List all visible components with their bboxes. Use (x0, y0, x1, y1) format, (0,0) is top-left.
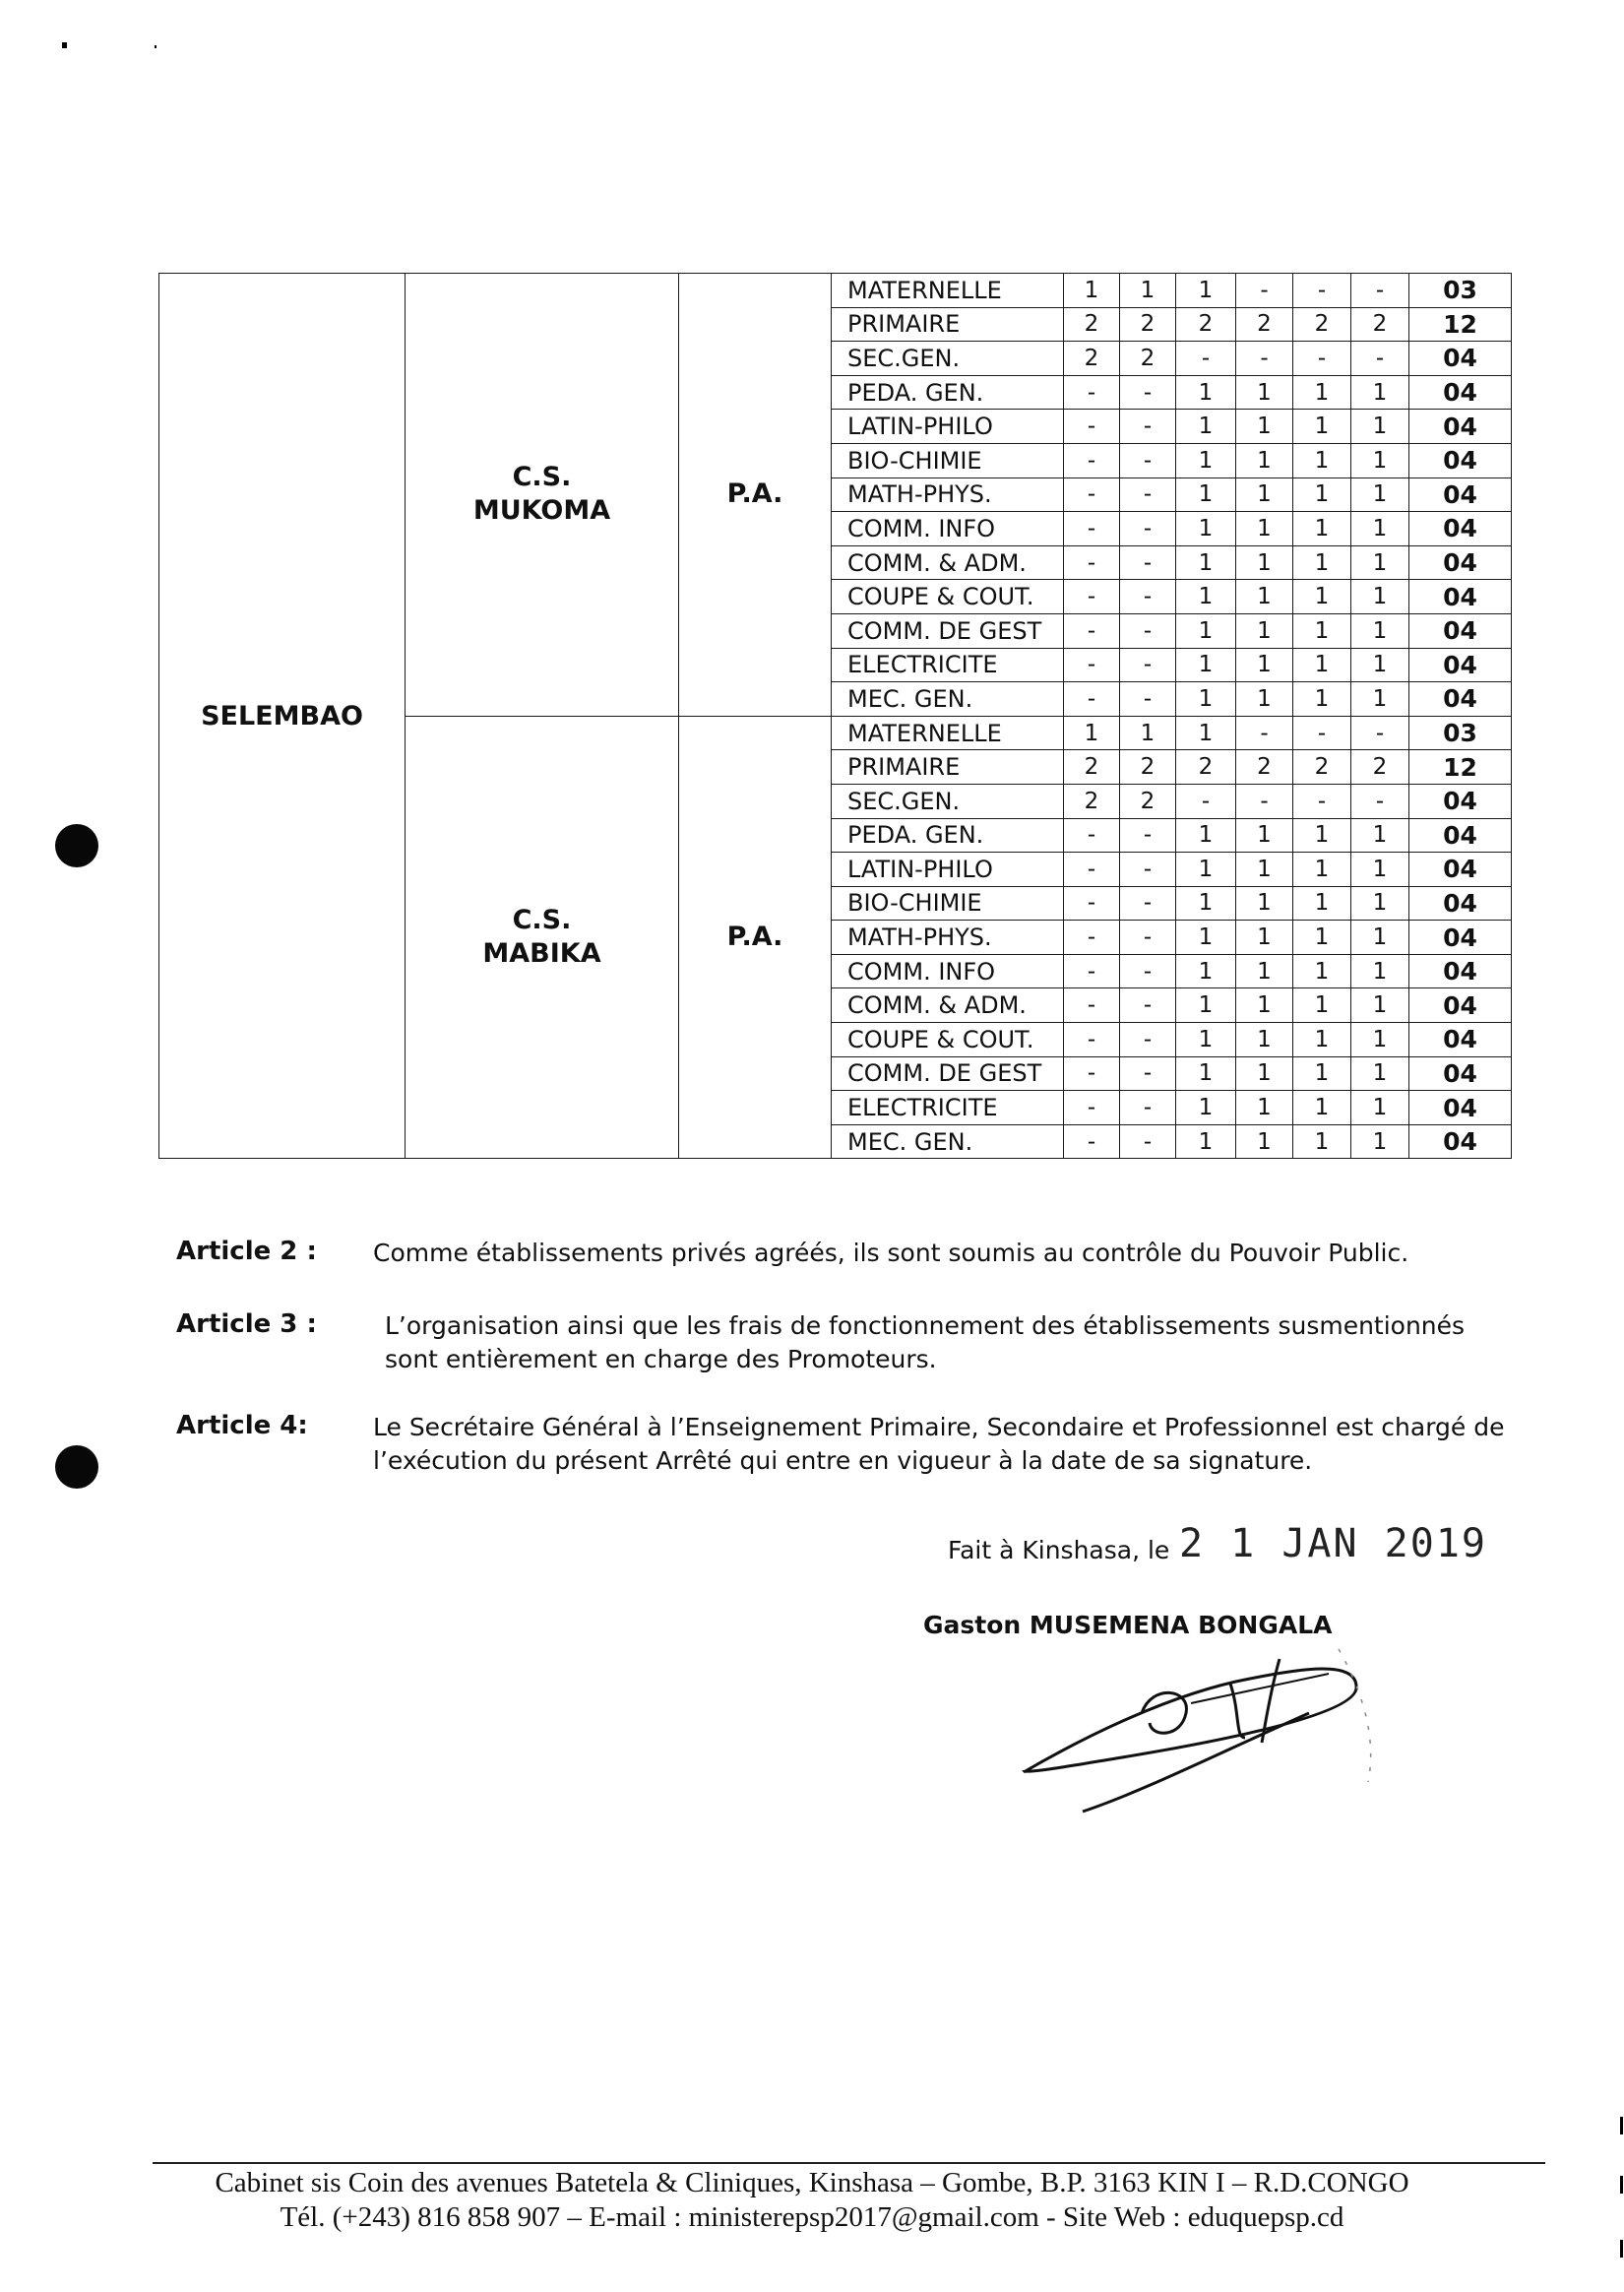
class-count-cell: 1 (1236, 443, 1293, 478)
total-cell: 04 (1409, 443, 1512, 478)
class-count-cell: 1 (1351, 921, 1409, 955)
stamp-date: 2 1 JAN 2019 (1179, 1521, 1487, 1566)
signatory-name: Gaston MUSEMENA BONGALA (923, 1611, 1333, 1639)
section-cell: BIO-CHIMIE (832, 443, 1064, 478)
total-cell: 04 (1409, 784, 1512, 818)
class-count-cell: - (1120, 1091, 1176, 1125)
scan-edge-mark (1620, 2240, 1623, 2258)
regime-cell (679, 274, 832, 717)
class-count-cell: 1 (1176, 512, 1236, 546)
class-count-cell: 1 (1351, 1091, 1409, 1125)
class-count-cell: - (1120, 921, 1176, 955)
class-count-cell: 2 (1120, 342, 1176, 376)
total-cell: 04 (1409, 478, 1512, 512)
class-count-cell: 1 (1236, 512, 1293, 546)
class-count-cell: 1 (1176, 613, 1236, 648)
class-count-cell: 1 (1293, 648, 1351, 682)
punch-hole (55, 1445, 98, 1489)
total-cell: 04 (1409, 1023, 1512, 1057)
class-count-cell: 1 (1176, 545, 1236, 580)
class-count-cell: 1 (1176, 682, 1236, 717)
class-count-cell: 1 (1176, 1124, 1236, 1159)
class-count-cell: 1 (1351, 853, 1409, 887)
class-count-cell: - (1064, 988, 1120, 1023)
commune-cell: SELEMBAO (159, 274, 406, 1159)
section-cell: MATH-PHYS. (832, 921, 1064, 955)
class-count-cell: - (1064, 1023, 1120, 1057)
total-cell: 04 (1409, 545, 1512, 580)
total-cell: 04 (1409, 648, 1512, 682)
class-count-cell: 2 (1293, 307, 1351, 342)
class-count-cell: 1 (1236, 921, 1293, 955)
class-count-cell: 1 (1064, 716, 1120, 750)
class-count-cell: 1 (1351, 375, 1409, 410)
article-label: Article 4: (176, 1411, 308, 1440)
table-body (159, 274, 1512, 1159)
class-count-cell: - (1176, 342, 1236, 376)
class-count-cell: 1 (1176, 818, 1236, 853)
class-count-cell: 1 (1236, 954, 1293, 988)
section-cell: COMM. & ADM. (832, 988, 1064, 1023)
article-text: Le Secrétaire Général à l’Enseignement Primaire, Secondaire et Professionnel est chargé de l’exécution du présent Arrêté qui entre en vigueur à la date de sa signature. (373, 1413, 1505, 1475)
class-count-cell: 1 (1236, 1124, 1293, 1159)
class-count-cell: - (1120, 1056, 1176, 1091)
class-count-cell: - (1120, 1124, 1176, 1159)
section-cell: BIO-CHIMIE (832, 886, 1064, 921)
school-name-line: C.S. (512, 905, 572, 936)
section-cell: SEC.GEN. (832, 784, 1064, 818)
class-count-cell: - (1064, 580, 1120, 614)
class-count-cell: 1 (1176, 443, 1236, 478)
class-count-cell: - (1064, 545, 1120, 580)
class-count-cell: - (1064, 410, 1120, 444)
class-count-cell: 1 (1293, 818, 1351, 853)
class-count-cell: - (1064, 1091, 1120, 1125)
section-cell: SEC.GEN. (832, 342, 1064, 376)
class-count-cell: - (1120, 886, 1176, 921)
class-count-cell: - (1064, 818, 1120, 853)
class-count-cell: 1 (1293, 580, 1351, 614)
class-count-cell: 1 (1351, 410, 1409, 444)
total-cell: 12 (1409, 750, 1512, 785)
section-cell: PEDA. GEN. (832, 375, 1064, 410)
class-count-cell: 1 (1293, 954, 1351, 988)
total-cell: 04 (1409, 682, 1512, 717)
total-cell: 04 (1409, 886, 1512, 921)
class-count-cell: - (1293, 784, 1351, 818)
class-count-cell: 1 (1351, 443, 1409, 478)
section-cell: PRIMAIRE (832, 307, 1064, 342)
class-count-cell: 1 (1351, 648, 1409, 682)
class-count-cell: 1 (1236, 545, 1293, 580)
class-count-cell: - (1236, 274, 1293, 308)
class-count-cell: - (1064, 853, 1120, 887)
class-count-cell: - (1120, 512, 1176, 546)
class-count-cell: 1 (1236, 818, 1293, 853)
class-count-cell: 1 (1176, 886, 1236, 921)
class-count-cell: - (1351, 716, 1409, 750)
class-count-cell: - (1120, 478, 1176, 512)
article-text: Comme établissements privés agréés, ils sont soumis au contrôle du Pouvoir Public. (373, 1239, 1409, 1267)
class-count-cell: 1 (1293, 1091, 1351, 1125)
class-count-cell: - (1120, 648, 1176, 682)
school-name-line: C.S. (512, 462, 572, 493)
class-count-cell: - (1176, 784, 1236, 818)
class-count-cell: 1 (1293, 375, 1351, 410)
school-classes-table (158, 273, 1512, 1159)
total-cell: 04 (1409, 613, 1512, 648)
school-name-line: MUKOMA (472, 495, 611, 527)
class-count-cell: 1 (1176, 410, 1236, 444)
article-label: Article 3 : (176, 1309, 317, 1339)
class-count-cell: 1 (1293, 1124, 1351, 1159)
scan-edge-mark (1620, 2117, 1623, 2134)
class-count-cell: - (1064, 478, 1120, 512)
class-count-cell: - (1120, 410, 1176, 444)
class-count-cell: - (1120, 988, 1176, 1023)
class-count-cell: 1 (1236, 410, 1293, 444)
class-count-cell: - (1064, 954, 1120, 988)
section-cell: COMM. DE GEST (832, 613, 1064, 648)
class-count-cell: 1 (1176, 274, 1236, 308)
class-count-cell: 1 (1176, 1091, 1236, 1125)
class-count-cell: 1 (1236, 375, 1293, 410)
total-cell: 12 (1409, 307, 1512, 342)
class-count-cell: 1 (1293, 613, 1351, 648)
class-count-cell: - (1351, 342, 1409, 376)
section-cell: MATH-PHYS. (832, 478, 1064, 512)
class-count-cell: 1 (1351, 580, 1409, 614)
class-count-cell: - (1120, 818, 1176, 853)
class-count-cell: 2 (1064, 750, 1120, 785)
class-count-cell: - (1120, 545, 1176, 580)
class-count-cell: 1 (1176, 1056, 1236, 1091)
class-count-cell: - (1236, 342, 1293, 376)
class-count-cell: 2 (1351, 750, 1409, 785)
class-count-cell: 1 (1176, 853, 1236, 887)
section-cell: ELECTRICITE (832, 648, 1064, 682)
class-count-cell: 1 (1351, 613, 1409, 648)
total-cell: 04 (1409, 1056, 1512, 1091)
class-count-cell: 1 (1176, 648, 1236, 682)
class-count-cell: 2 (1120, 307, 1176, 342)
section-cell: MATERNELLE (832, 274, 1064, 308)
class-count-cell: 2 (1120, 784, 1176, 818)
class-count-cell: - (1351, 274, 1409, 308)
school-name-cell (406, 274, 679, 717)
footer-address: Cabinet sis Coin des avenues Batetela & Cliniques, Kinshasa – Gombe, B.P. 3163 KIN I – R.D.CONGO (215, 2167, 1409, 2198)
class-count-cell: 1 (1236, 648, 1293, 682)
class-count-cell: 1 (1293, 886, 1351, 921)
footer-rule (153, 2162, 1545, 2164)
class-count-cell: - (1064, 921, 1120, 955)
class-count-cell: 1 (1293, 478, 1351, 512)
class-count-cell: 2 (1120, 750, 1176, 785)
class-count-cell: 1 (1236, 886, 1293, 921)
section-cell: COUPE & COUT. (832, 580, 1064, 614)
class-count-cell: - (1293, 716, 1351, 750)
section-cell: LATIN-PHILO (832, 853, 1064, 887)
class-count-cell: 2 (1064, 784, 1120, 818)
class-count-cell: 1 (1236, 1023, 1293, 1057)
class-count-cell: 1 (1176, 1023, 1236, 1057)
total-cell: 04 (1409, 1091, 1512, 1125)
class-count-cell: 1 (1293, 682, 1351, 717)
section-cell: MEC. GEN. (832, 682, 1064, 717)
section-cell: COMM. INFO (832, 954, 1064, 988)
section-cell: PEDA. GEN. (832, 818, 1064, 853)
total-cell: 04 (1409, 375, 1512, 410)
class-count-cell: 1 (1293, 988, 1351, 1023)
class-count-cell: - (1064, 613, 1120, 648)
total-cell: 04 (1409, 512, 1512, 546)
class-count-cell: 2 (1176, 307, 1236, 342)
class-count-cell: 1 (1351, 886, 1409, 921)
class-count-cell: 1 (1176, 988, 1236, 1023)
class-count-cell: - (1120, 682, 1176, 717)
section-cell: COMM. DE GEST (832, 1056, 1064, 1091)
scan-speck (155, 45, 156, 48)
regime-label: P.A. (726, 922, 783, 953)
total-cell: 04 (1409, 988, 1512, 1023)
total-cell: 04 (1409, 580, 1512, 614)
class-count-cell: - (1120, 375, 1176, 410)
class-count-cell: 1 (1351, 512, 1409, 546)
class-count-cell: 1 (1176, 375, 1236, 410)
class-count-cell: 1 (1351, 1023, 1409, 1057)
section-cell: LATIN-PHILO (832, 410, 1064, 444)
class-count-cell: 1 (1236, 1056, 1293, 1091)
class-count-cell: 1 (1293, 1023, 1351, 1057)
class-count-cell: 1 (1351, 818, 1409, 853)
class-count-cell: 2 (1236, 307, 1293, 342)
total-cell: 04 (1409, 921, 1512, 955)
class-count-cell: - (1064, 682, 1120, 717)
class-count-cell: - (1120, 853, 1176, 887)
class-count-cell: - (1120, 954, 1176, 988)
class-count-cell: - (1293, 342, 1351, 376)
class-count-cell: - (1064, 1056, 1120, 1091)
class-count-cell: 1 (1064, 274, 1120, 308)
place-date: Fait à Kinshasa, le (948, 1536, 1170, 1564)
class-count-cell: 1 (1236, 682, 1293, 717)
class-count-cell: - (1064, 1124, 1120, 1159)
class-count-cell: 1 (1236, 478, 1293, 512)
class-count-cell: 1 (1293, 921, 1351, 955)
class-count-cell: - (1064, 648, 1120, 682)
footer-contact: Tél. (+243) 816 858 907 – E-mail : ministerepsp2017@gmail.com - Site Web : eduquepsp.cd (280, 2201, 1344, 2233)
class-count-cell: 2 (1351, 307, 1409, 342)
class-count-cell: 1 (1293, 853, 1351, 887)
regime-label: P.A. (726, 478, 783, 510)
class-count-cell: 1 (1236, 1091, 1293, 1125)
section-cell: MEC. GEN. (832, 1124, 1064, 1159)
total-cell: 04 (1409, 410, 1512, 444)
class-count-cell: 2 (1236, 750, 1293, 785)
class-count-cell: 1 (1293, 512, 1351, 546)
class-count-cell: 1 (1176, 954, 1236, 988)
section-cell: MATERNELLE (832, 716, 1064, 750)
class-count-cell: 2 (1064, 307, 1120, 342)
total-cell: 04 (1409, 342, 1512, 376)
class-count-cell: 1 (1176, 716, 1236, 750)
class-count-cell: 1 (1351, 1124, 1409, 1159)
class-count-cell: 2 (1176, 750, 1236, 785)
regime-cell (679, 716, 832, 1159)
class-count-cell: 1 (1351, 954, 1409, 988)
class-count-cell: 1 (1293, 1056, 1351, 1091)
class-count-cell: 1 (1351, 682, 1409, 717)
class-count-cell: 1 (1236, 613, 1293, 648)
total-cell: 03 (1409, 274, 1512, 308)
school-name-cell (406, 716, 679, 1159)
class-count-cell: 1 (1176, 478, 1236, 512)
class-count-cell: - (1064, 512, 1120, 546)
class-count-cell: - (1120, 443, 1176, 478)
class-count-cell: 1 (1351, 988, 1409, 1023)
class-count-cell: - (1293, 274, 1351, 308)
school-name-line: MABIKA (482, 938, 601, 970)
class-count-cell: 2 (1293, 750, 1351, 785)
class-count-cell: 1 (1293, 443, 1351, 478)
table-row (159, 274, 1512, 308)
total-cell: 04 (1409, 853, 1512, 887)
class-count-cell: 1 (1236, 853, 1293, 887)
total-cell: 03 (1409, 716, 1512, 750)
class-count-cell: - (1064, 886, 1120, 921)
class-count-cell: - (1120, 613, 1176, 648)
class-count-cell: 1 (1176, 580, 1236, 614)
total-cell: 04 (1409, 954, 1512, 988)
class-count-cell: - (1120, 1023, 1176, 1057)
class-count-cell: 1 (1351, 545, 1409, 580)
total-cell: 04 (1409, 1124, 1512, 1159)
class-count-cell: 1 (1236, 988, 1293, 1023)
section-cell: COUPE & COUT. (832, 1023, 1064, 1057)
class-count-cell: 1 (1351, 1056, 1409, 1091)
class-count-cell: 1 (1293, 410, 1351, 444)
class-count-cell: 1 (1236, 580, 1293, 614)
class-count-cell: 1 (1293, 545, 1351, 580)
total-cell: 04 (1409, 818, 1512, 853)
scan-speck (62, 42, 67, 48)
class-count-cell: 2 (1064, 342, 1120, 376)
section-cell: PRIMAIRE (832, 750, 1064, 785)
class-count-cell: 1 (1176, 921, 1236, 955)
class-count-cell: 1 (1120, 274, 1176, 308)
handwritten-signature (1004, 1644, 1417, 1821)
class-count-cell: - (1236, 784, 1293, 818)
class-count-cell: - (1064, 375, 1120, 410)
class-count-cell: - (1120, 580, 1176, 614)
class-count-cell: - (1351, 784, 1409, 818)
section-cell: COMM. INFO (832, 512, 1064, 546)
class-count-cell: - (1064, 443, 1120, 478)
section-cell: ELECTRICITE (832, 1091, 1064, 1125)
article-label: Article 2 : (176, 1237, 317, 1266)
class-count-cell: 1 (1351, 478, 1409, 512)
class-count-cell: 1 (1120, 716, 1176, 750)
section-cell: COMM. & ADM. (832, 545, 1064, 580)
class-count-cell: - (1236, 716, 1293, 750)
punch-hole (55, 824, 98, 867)
article-text: L’organisation ainsi que les frais de fonctionnement des établissements susmentionnés sont entièrement en charge des Promoteurs. (385, 1311, 1466, 1373)
